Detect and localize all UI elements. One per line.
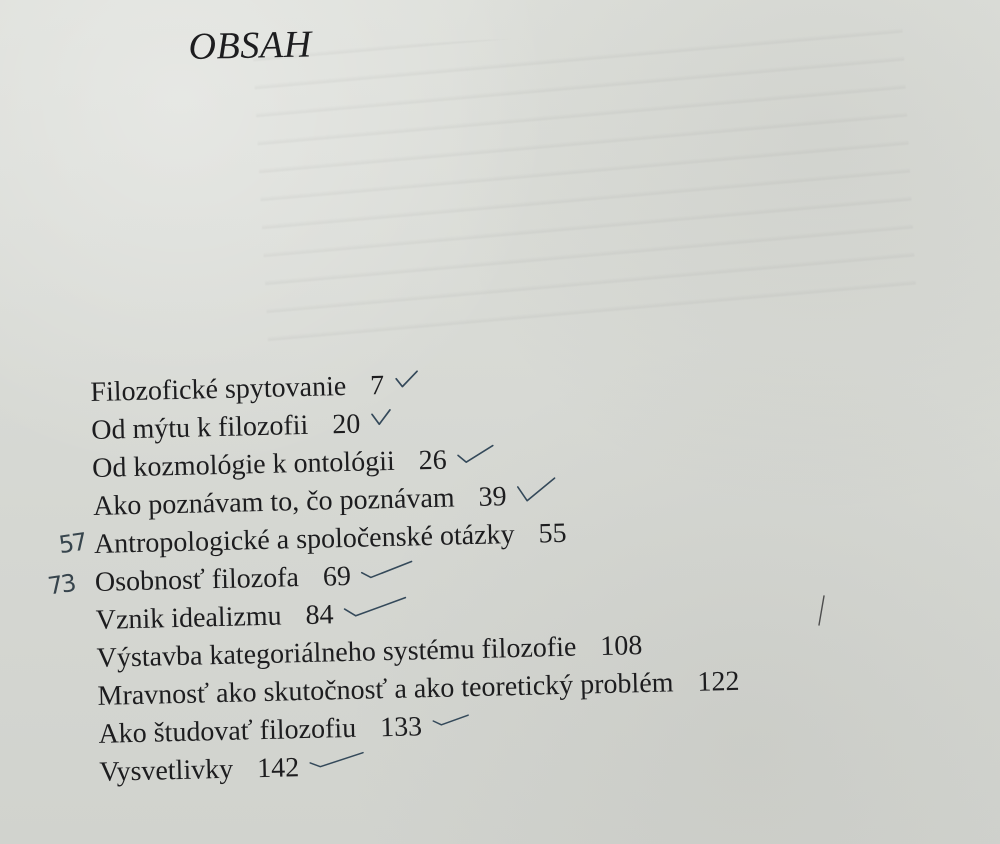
- toc-entry-page: 26: [418, 444, 448, 477]
- toc-entry-title: Vysvetlivky: [99, 753, 234, 788]
- toc-entry-page: 108: [599, 630, 643, 663]
- check-mark-icon: [431, 710, 471, 731]
- toc-entry-title: Od mýtu k filozofii: [90, 409, 309, 446]
- toc-entry-page: 7: [369, 370, 385, 402]
- toc-entry-page: 142: [256, 752, 300, 785]
- show-through-text-texture: [253, 18, 917, 342]
- toc-entry-page: 39: [478, 481, 507, 513]
- toc-entry-page: 69: [322, 560, 352, 593]
- toc-entry-title: Ako poznávam to, čo poznávam: [92, 482, 455, 522]
- check-mark-icon: [369, 406, 394, 429]
- check-mark-icon: [308, 749, 367, 772]
- toc-entry-title: Filozofické spytovanie: [90, 370, 347, 408]
- toc-entry-title: Od kozmológie k ontológii: [91, 445, 396, 484]
- check-mark-icon: [359, 557, 415, 582]
- handwritten-page-note: 73: [45, 568, 77, 601]
- table-of-contents: [45, 354, 960, 792]
- check-mark-icon: [455, 441, 496, 466]
- toc-entry-title: Vznik idealizmu: [95, 600, 282, 636]
- toc-entry-page: 84: [305, 599, 334, 631]
- toc-entry-page: 55: [538, 517, 567, 550]
- toc-entry-title: Ako študovať filozofiu: [98, 712, 357, 750]
- page-title: OBSAH: [188, 23, 313, 68]
- toc-entry-page: 20: [331, 408, 361, 441]
- toc-entry-page: 133: [379, 711, 423, 744]
- handwritten-page-note: 57: [56, 527, 88, 560]
- toc-entry-page: 122: [697, 665, 740, 698]
- toc-entry-title: Antropologické a spoločenské otázky: [93, 519, 515, 560]
- check-mark-icon: [515, 475, 558, 506]
- toc-entry-title: Mravnosť ako skutočnosť a ako teoretický problém: [97, 667, 674, 712]
- check-mark-icon: [393, 368, 422, 391]
- toc-entry-title: Výstavba kategoriálneho systému filozofie: [96, 631, 577, 674]
- check-mark-icon: [342, 594, 409, 622]
- toc-entry-title: Osobnosť filozofa: [94, 562, 300, 598]
- pencil-mark: [815, 594, 827, 628]
